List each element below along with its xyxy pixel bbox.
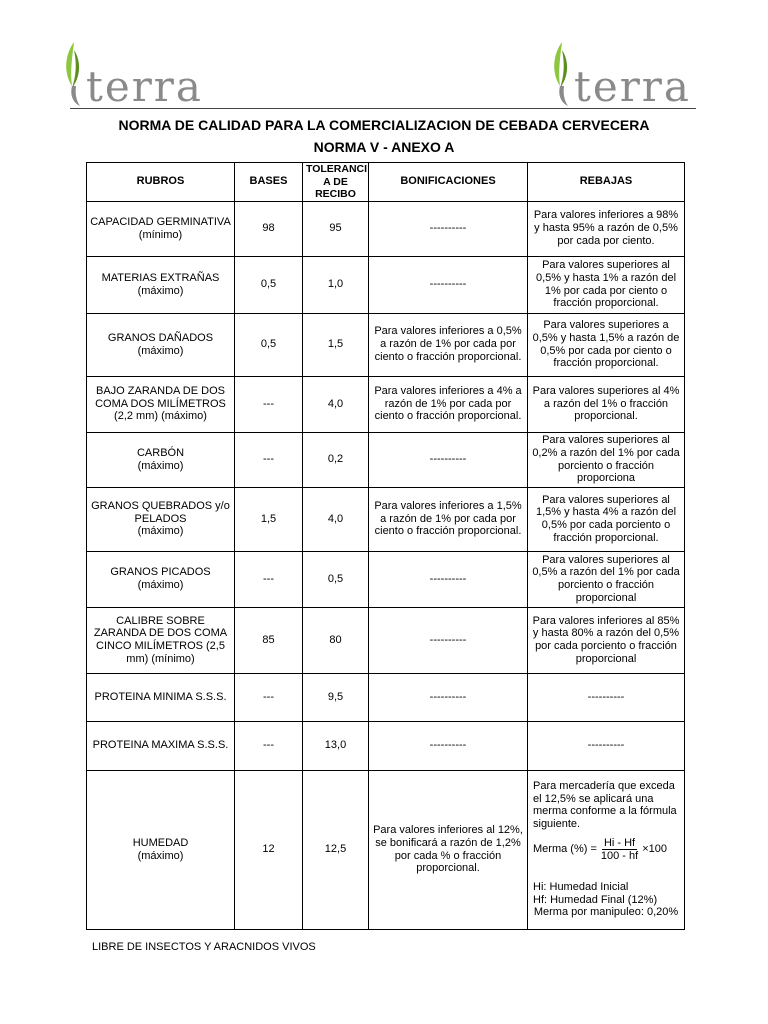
tolerancia-cell: 4,0: [303, 487, 369, 551]
table-row: [87, 673, 685, 721]
tolerancia-cell: 0,2: [303, 432, 369, 487]
formula-numerator: Hi - Hf: [603, 836, 636, 849]
footer-note: LIBRE DE INSECTOS Y ARACNIDOS VIVOS: [92, 941, 316, 953]
table-row: [87, 551, 685, 607]
base-cell: ---: [235, 673, 303, 721]
bonificacion-cell: Para valores inferiores a 0,5% a razón de 1% por cada por ciento o fracción proporcional.: [369, 313, 528, 376]
formula-lhs: Merma (%) =: [533, 843, 597, 856]
table-row: [87, 721, 685, 770]
rubro-cell: [87, 487, 235, 551]
merma-formula: [533, 837, 679, 863]
logo-word: terra: [574, 62, 691, 111]
rubro-cell: [87, 201, 235, 256]
tolerancia-line: TOLERANCI: [306, 163, 368, 175]
rubro-cell: [87, 551, 235, 607]
rubro-name: CALIBRE SOBRE ZARANDA DE DOS COMA CINCO MILÍMETROS (2,5 mm) (mínimo): [93, 614, 228, 665]
rubro-qualifier: (máximo): [137, 344, 184, 357]
rebaja-cell: ----------: [528, 721, 685, 770]
rubro-cell: [87, 770, 235, 929]
tolerancia-cell: 80: [303, 607, 369, 673]
rubro-cell: [87, 673, 235, 721]
rubro-qualifier: (máximo): [137, 849, 184, 862]
formula-denominator: 100 - hf: [600, 850, 639, 863]
bonificacion-cell: ----------: [369, 721, 528, 770]
rubro-name: MATERIAS EXTRAÑAS: [101, 271, 220, 284]
rebaja-cell: Para valores inferiores al 85% y hasta 80% a razón del 0,5% por cada porciento o fracción proporcional: [528, 607, 685, 673]
tolerancia-cell: 1,0: [303, 256, 369, 313]
table-row: [87, 313, 685, 376]
table-row: [87, 432, 685, 487]
table-row: [87, 376, 685, 432]
terra-logo-left: [60, 40, 203, 111]
rubro-qualifier: (máximo): [137, 525, 184, 538]
bonificacion-cell: Para valores inferiores al 12%, se bonificará a razón de 1,2% por cada % o fracción proporcional.: [369, 770, 528, 929]
tolerancia-cell: 12,5: [303, 770, 369, 929]
base-cell: ---: [235, 432, 303, 487]
tolerancia-cell: 9,5: [303, 673, 369, 721]
rubro-name: CARBÓN: [136, 446, 185, 459]
rubro-name: HUMEDAD: [132, 836, 189, 849]
rebaja-cell: Para valores superiores al 4% a razón del 1% o fracción proporcional.: [528, 376, 685, 432]
rebaja-cell: Para valores superiores al 1,5% y hasta 4% a razón del 0,5% por cada porciento o fracción proporcional.: [528, 487, 685, 551]
table-header-row: [87, 163, 685, 202]
rubro-qualifier: (mínimo): [138, 228, 183, 241]
quality-table: [86, 162, 685, 930]
tolerancia-cell: 0,5: [303, 551, 369, 607]
rubro-qualifier: (máximo): [137, 459, 184, 472]
terra-logo-right: [548, 40, 691, 111]
rubro-name: GRANOS DAÑADOS: [107, 331, 214, 344]
rubro-qualifier: (máximo): [137, 284, 184, 297]
rebaja-cell: Para valores superiores al 0,5% y hasta 1% a razón del 1% por cada por ciento o fracción proporcional.: [528, 256, 685, 313]
page-subtitle: NORMA V - ANEXO A: [313, 139, 455, 155]
base-cell: 12: [235, 770, 303, 929]
hi-definition: Hi: Humedad Inicial: [533, 881, 629, 894]
bonificacion-cell: Para valores inferiores a 4% a razón de 1% por cada por ciento o fracción proporcional.: [369, 376, 528, 432]
table-row: [87, 487, 685, 551]
rubro-name: PROTEINA MINIMA S.S.S.: [94, 690, 227, 703]
merma-manipuleo: Merma por manipuleo: 0,20%: [533, 906, 679, 919]
bonificacion-cell: ----------: [369, 673, 528, 721]
rebaja-formula-cell: [528, 770, 685, 929]
rebaja-cell: Para valores superiores al 0,2% a razón del 1% por cada porciento o fracción proporciona: [528, 432, 685, 487]
rubro-name: PROTEINA MAXIMA S.S.S.: [92, 739, 229, 752]
base-cell: ---: [235, 721, 303, 770]
tolerancia-line: A DE: [323, 175, 348, 188]
formula-fraction: [599, 837, 640, 863]
table-row: [87, 201, 685, 256]
bonificacion-cell: ----------: [369, 432, 528, 487]
base-cell: 1,5: [235, 487, 303, 551]
col-header-tolerancia: [303, 163, 369, 202]
col-header-bases: BASES: [235, 163, 303, 202]
bonificacion-cell: Para valores inferiores a 1,5% a razón de 1% por cada por ciento o fracción proporcional.: [369, 487, 528, 551]
rebaja-cell: ----------: [528, 673, 685, 721]
rubro-cell: [87, 313, 235, 376]
rubro-qualifier: (máximo): [137, 579, 184, 591]
logo-word: terra: [86, 62, 203, 111]
rubro-cell: [87, 376, 235, 432]
header-divider: [70, 108, 696, 109]
rubro-name: CAPACIDAD GERMINATIVA: [90, 215, 231, 228]
page-title: NORMA DE CALIDAD PARA LA COMERCIALIZACION DE CEBADA CERVECERA: [118, 117, 650, 133]
col-header-bonificaciones: BONIFICACIONES: [369, 163, 528, 202]
rubro-name: GRANOS PICADOS: [110, 566, 211, 579]
base-cell: 0,5: [235, 256, 303, 313]
rubro-cell: [87, 432, 235, 487]
table-row: [87, 256, 685, 313]
col-header-rebajas: REBAJAS: [528, 163, 685, 202]
rebaja-cell: Para valores superiores al 0,5% a razón del 1% por cada porciento o fracción proporcional: [528, 551, 685, 607]
rubro-name: GRANOS QUEBRADOS y/o PELADOS: [91, 499, 230, 525]
table-row-humedad: [87, 770, 685, 929]
tolerancia-line: RECIBO: [315, 188, 356, 200]
base-cell: 98: [235, 201, 303, 256]
rebaja-cell: Para valores superiores a 0,5% y hasta 1,5% a razón de 0,5% por cada por ciento o fracción proporcional.: [528, 313, 685, 376]
formula-multiplier: ×100: [642, 843, 667, 856]
base-cell: 0,5: [235, 313, 303, 376]
tolerancia-cell: 1,5: [303, 313, 369, 376]
table-row: [87, 607, 685, 673]
col-header-rubros: RUBROS: [87, 163, 235, 202]
tolerancia-cell: 4,0: [303, 376, 369, 432]
bonificacion-cell: ----------: [369, 201, 528, 256]
bonificacion-cell: ----------: [369, 607, 528, 673]
rebaja-cell: Para valores inferiores a 98% y hasta 95% a razón de 0,5% por cada por ciento.: [528, 201, 685, 256]
rubro-name: BAJO ZARANDA DE DOS COMA DOS MILÍMETROS (2,2 mm) (máximo): [95, 384, 226, 423]
base-cell: ---: [235, 551, 303, 607]
base-cell: ---: [235, 376, 303, 432]
base-cell: 85: [235, 607, 303, 673]
rubro-cell: [87, 607, 235, 673]
tolerancia-cell: 13,0: [303, 721, 369, 770]
rebaja-intro: Para mercadería que exceda el 12,5% se aplicará una merma conforme a la fórmula siguiente.: [533, 779, 677, 830]
bonificacion-cell: ----------: [369, 256, 528, 313]
bonificacion-cell: ----------: [369, 551, 528, 607]
rubro-cell: [87, 256, 235, 313]
tolerancia-cell: 95: [303, 201, 369, 256]
rubro-cell: [87, 721, 235, 770]
hf-definition: Hf: Humedad Final (12%): [533, 893, 658, 906]
